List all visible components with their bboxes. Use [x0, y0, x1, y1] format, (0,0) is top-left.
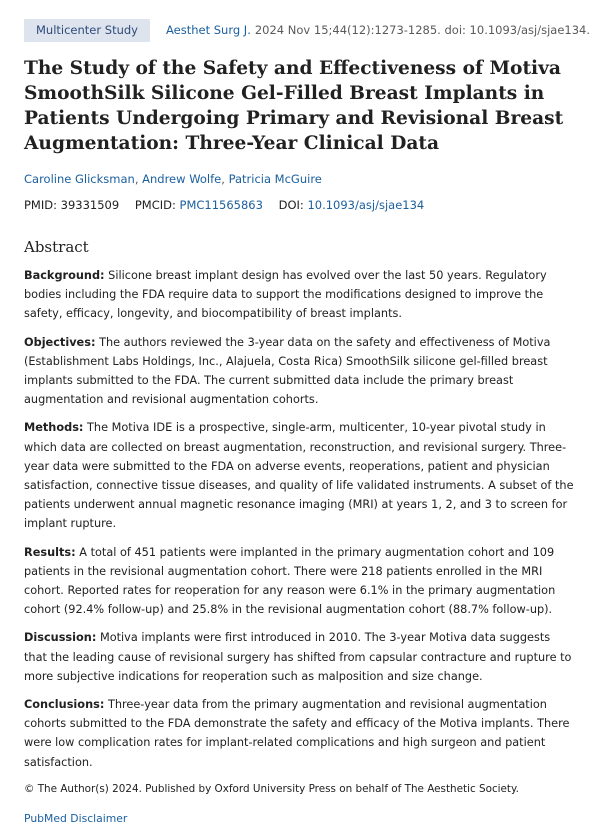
section-label: Results: [24, 545, 76, 559]
copyright-notice: © The Author(s) 2024. Published by Oxford University Press on behalf of The Aesthetic Society. [24, 782, 519, 795]
abstract-objectives [24, 333, 576, 410]
abstract-results [24, 543, 576, 620]
pmcid-link[interactable]: PMC11565863 [179, 198, 263, 212]
doi-label: DOI: [278, 198, 304, 212]
abstract-conclusions [24, 695, 576, 772]
abstract-background [24, 266, 576, 324]
author-separator: , [221, 172, 225, 186]
author-link[interactable]: Andrew Wolfe [142, 172, 222, 186]
section-label: Conclusions: [24, 698, 105, 712]
pmid-label: PMID: [24, 198, 57, 212]
abstract-discussion [24, 628, 576, 686]
section-label: Methods: [24, 421, 84, 435]
author-list [24, 171, 576, 187]
section-text: The Motiva IDE is a prospective, single-arm, multicenter, 10-year pivotal study in which data are collected on breast augmentation, reconstruction, and revisional surgery. Three-year data were submitted to the FDA on adverse events, reoperations, patient and physician satisfaction, connective tissue diseases, and quality of life validated instruments. A subset of the patients underwent annual magnetic resonance imaging (MRI) at years 1, 2, and 3 to screen for implant rupture. [24, 421, 574, 531]
section-text: A total of 451 patients were implanted in the primary augmentation cohort and 109 patients in the revisional augmentation cohort. There were 218 patients enrolled in the MRI cohort. Reported rates for reoperation for any reason were 6.1% in the primary augmentation cohort (92.4% follow-up) and 25.8% in the revisional augmentation cohort (88.7% follow-up). [24, 545, 556, 617]
citation-text: 2024 Nov 15;44(12):1273-1285. doi: 10.1093/asj/sjae134. [254, 23, 591, 37]
article-title: The Study of the Safety and Effectiveness of Motiva SmoothSilk Silicone Gel-Filled Breast Implants in Patients Undergoing Primary and Revisional Breast Augmentation: Three-Year Clinical Data [24, 58, 564, 154]
pmid-value: 39331509 [60, 198, 120, 212]
pubmed-disclaimer-link[interactable]: PubMed Disclaimer [24, 811, 128, 825]
doi-link[interactable]: 10.1093/asj/sjae134 [307, 198, 425, 212]
article-identifiers [24, 197, 576, 213]
publication-type-badge[interactable]: Multicenter Study [24, 19, 150, 42]
article-page [24, 18, 591, 826]
section-text: Motiva implants were first introduced in 2010. The 3-year Motiva data suggests that the leading cause of revisional surgery has shifted from capsular contracture and rupture to more subjective indications for reoperation such as malposition and size change. [24, 631, 572, 683]
article-header [24, 18, 591, 42]
author-link[interactable]: Caroline Glicksman [24, 172, 135, 186]
abstract-heading: Abstract [24, 238, 89, 256]
section-label: Discussion: [24, 631, 97, 645]
section-label: Objectives: [24, 335, 96, 349]
section-text: Three-year data from the primary augmentation and revisional augmentation cohorts submitted to the FDA demonstrate the safety and efficacy of the Motiva implants. There were low complication rates for implant-related complications and high surgeon and patient satisfaction. [24, 698, 570, 769]
section-text: Silicone breast implant design has evolved over the last 50 years. Regulatory bodies including the FDA require data to support the modifications designed to improve the safety, efficacy, longevity, and biocompatibility of breast implants. [24, 269, 547, 321]
pmcid-label: PMCID: [134, 198, 176, 212]
abstract-methods [24, 418, 576, 533]
section-text: The authors reviewed the 3-year data on the safety and effectiveness of Motiva (Establishment Labs Holdings, Inc., Alajuela, Costa Rica) SmoothSilk silicone gel-filled breast implants submitted to the FDA. The current submitted data include the primary breast augmentation and revisional augmentation cohorts. [24, 335, 551, 407]
author-separator: , [134, 172, 139, 186]
section-label: Background: [24, 269, 105, 282]
author-link[interactable]: Patricia McGuire [228, 172, 322, 186]
journal-link[interactable]: Aesthet Surg J. [165, 23, 251, 37]
